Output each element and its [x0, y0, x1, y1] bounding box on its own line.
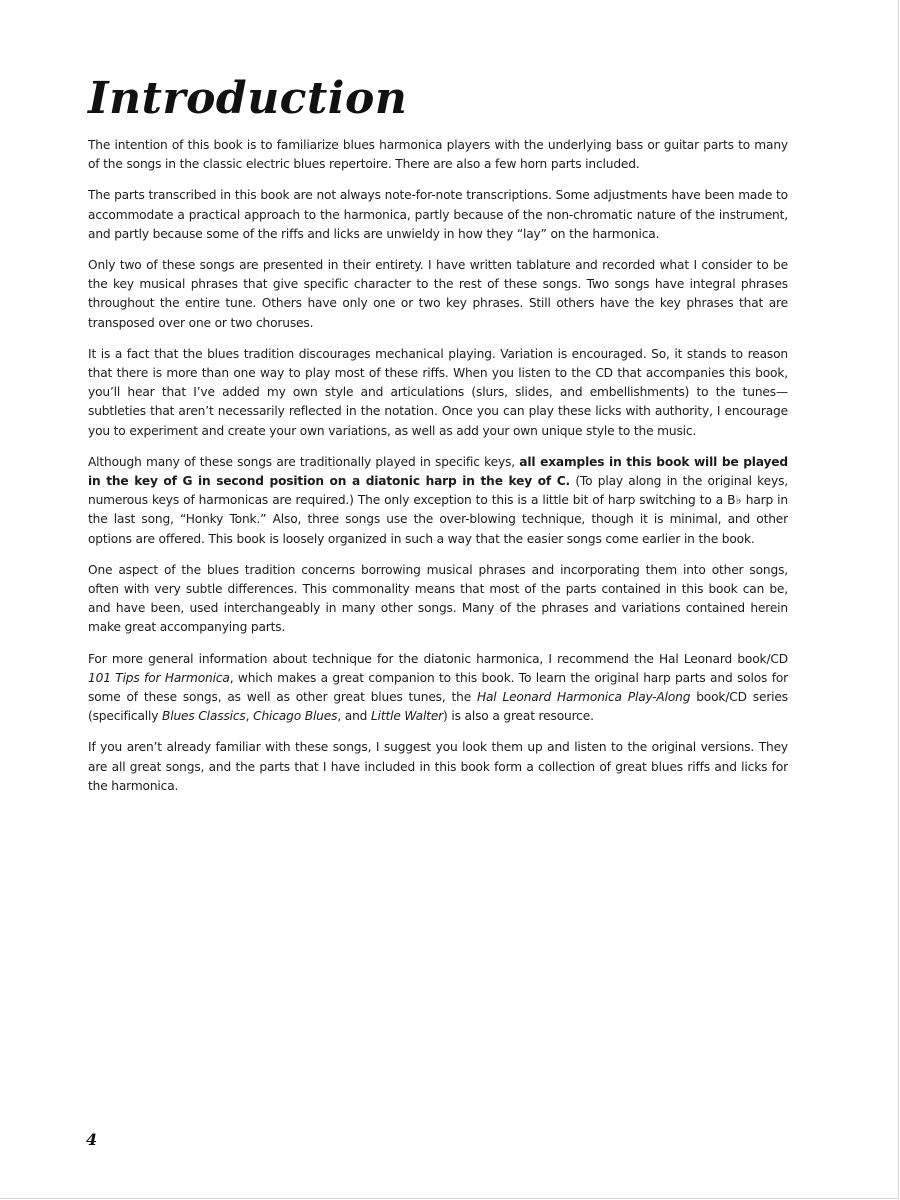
page-number: 4 — [86, 1130, 98, 1149]
paragraph-resources — [88, 650, 788, 727]
resources-text-2: , which makes a great companion to this book. To learn the original harp parts and solos for some of these songs, as well as other great blues tunes, the — [88, 670, 789, 705]
resources-text-1: For more general information about technique for the diatonic harmonica, I recommend the Hal Leonard book/CD — [88, 651, 788, 666]
keys-bold-text: all examples in this book will be played in the key of G in second position on a diatonic harp in the key of C. — [88, 454, 788, 489]
paragraph-intention: The intention of this book is to familiarize blues harmonica players with the underlying bass or guitar parts to many of the songs in the classic electric blues repertoire. There are also a few horn parts included. — [88, 138, 788, 172]
resources-text-5: , and — [337, 709, 371, 724]
resources-title-little-walter: Little Walter — [370, 709, 444, 724]
paragraph-songs-presented: Only two of these songs are presented in their entirety. I have written tablature and recorded what I consider to be the key musical phrases that give specific character to the rest of these songs. Two songs have integral phrases throughout the entire tune. Others have only one or two key phrases. Still others have the key phrases that are transposed over one or two choruses. — [88, 258, 788, 330]
paragraph-borrowing: One aspect of the blues tradition concerns borrowing musical phrases and incorporating them into other songs, often with very subtle differences. This commonality means that most of the parts contained in this book can be, and have been, used interchangeably in many other songs. Many of the phrases and variations contained herein make great accompanying parts. — [88, 562, 788, 635]
page-content — [88, 72, 788, 808]
keys-text-start: Although many of these songs are traditionally played in specific keys, — [88, 454, 520, 469]
paragraph-keys — [88, 453, 788, 549]
resources-series-title: Hal Leonard Harmonica Play-Along — [476, 690, 691, 705]
resources-title-blues-classics: Blues Classics — [162, 709, 246, 724]
paragraph-transcriptions: The parts transcribed in this book are not always note-for-note transcriptions. Some adjustments have been made to accommodate a practical approach to the harmonica, partly because of the non-chromatic nature of the instrument, and partly because some of the riffs and licks are unwieldy in how they “lay” on the harmonica. — [88, 188, 788, 241]
page-title: Introduction — [88, 73, 408, 124]
resources-text-3: book/CD series (specifically — [88, 690, 788, 724]
resources-title-chicago-blues: Chicago Blues — [253, 709, 338, 724]
resources-text-4: , — [245, 709, 254, 724]
keys-text-end: (To play along in the original keys, numerous keys of harmonicas are required.) The only exception to this is a little bit of harp switching to a B♭ harp in the last song, “Honky Tonk.” Also, three songs use the over-blowing technique, though it is minimal, and other options are offered. This book is loosely organized in such a way that the easier songs come earlier in the book. — [88, 474, 788, 546]
paragraph-blues-tradition: It is a fact that the blues tradition discourages mechanical playing. Variation is encouraged. So, it stands to reason that there is more than one way to play most of these riffs. When you listen to the CD that accompanies this book, you’ll hear that I’ve added my own style and articulations (slurs, slides, and embellishments) to the tunes—subtleties that aren’t necessarily reflected in the notation. Once you can play these licks with authority, I encourage you to experiment and create your own variations, as well as add your own unique style to the music. — [88, 346, 788, 438]
paragraph-closing: If you aren’t already familiar with these songs, I suggest you look them up and listen to the original versions. They are all great songs, and the parts that I have included in this book form a collection of great blues riffs and licks for the harmonica. — [88, 740, 788, 793]
resources-text-6: ) is also a great resource. — [443, 709, 594, 724]
resources-book-title-tips: 101 Tips for Harmonica — [88, 670, 230, 685]
